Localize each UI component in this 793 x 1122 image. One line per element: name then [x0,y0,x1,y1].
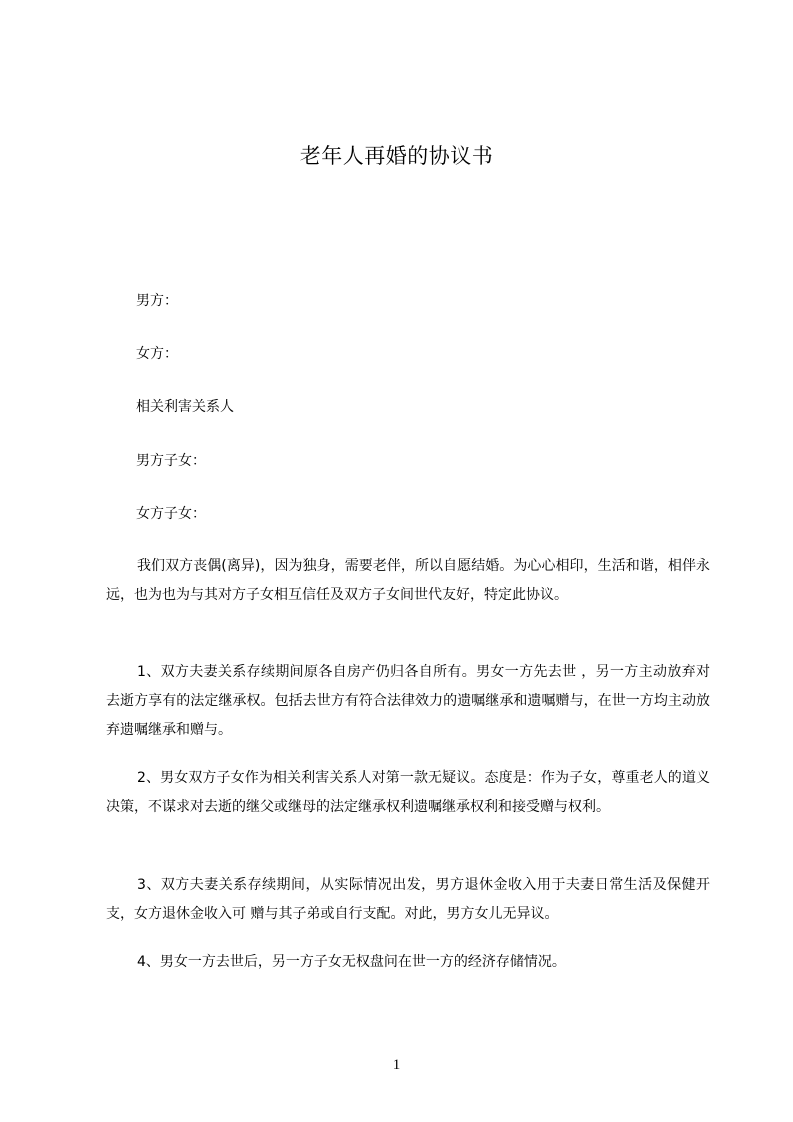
intro-paragraph: 我们双方丧偶(离异)，因为独身，需要老伴，所以自愿结婚。为心心相印，生活和谐，相伴永远，也为也为与其对方子女相互信任及双方子女间世代友好，特定此协议。 [106,558,710,603]
female-children-field: 女方子女： [136,506,206,522]
clause-4: 4、男女一方去世后，另一方子女无权盘问在世一方的经济存储情况。 [137,954,566,970]
male-children-field: 男方子女： [136,453,206,469]
male-party-field: 男方： [136,293,178,309]
document-title: 老年人再婚的协议书 [299,144,494,168]
clause-2: 2、男女双方子女作为相关利害关系人对第一款无疑议。态度是：作为子女，尊重老人的道义决策，不谋求对去逝的继父或继母的法定继承权利遗嘱继承权利和接受赠与权利。 [106,770,710,815]
female-party-field: 女方： [136,346,178,362]
related-party-field: 相关利害关系人 [136,399,234,415]
page-number: 1 [392,1057,401,1073]
clause-3: 3、双方夫妻关系存续期间，从实际情况出发，男方退休金收入用于夫妻日常生活及保健开支，女方退休金收入可 赠与其子弟或自行支配。对此，男方女儿无异议。 [106,877,710,922]
clause-1: 1、双方夫妻关系存续期间原各自房产仍归各自所有。男女一方先去世 ，另一方主动放弃对去逝方享有的法定继承权。包括去世方有符合法律效力的遗嘱继承和遗嘱赠与，在世一方均主动放弃遗嘱继承和赠与。 [106,664,710,738]
